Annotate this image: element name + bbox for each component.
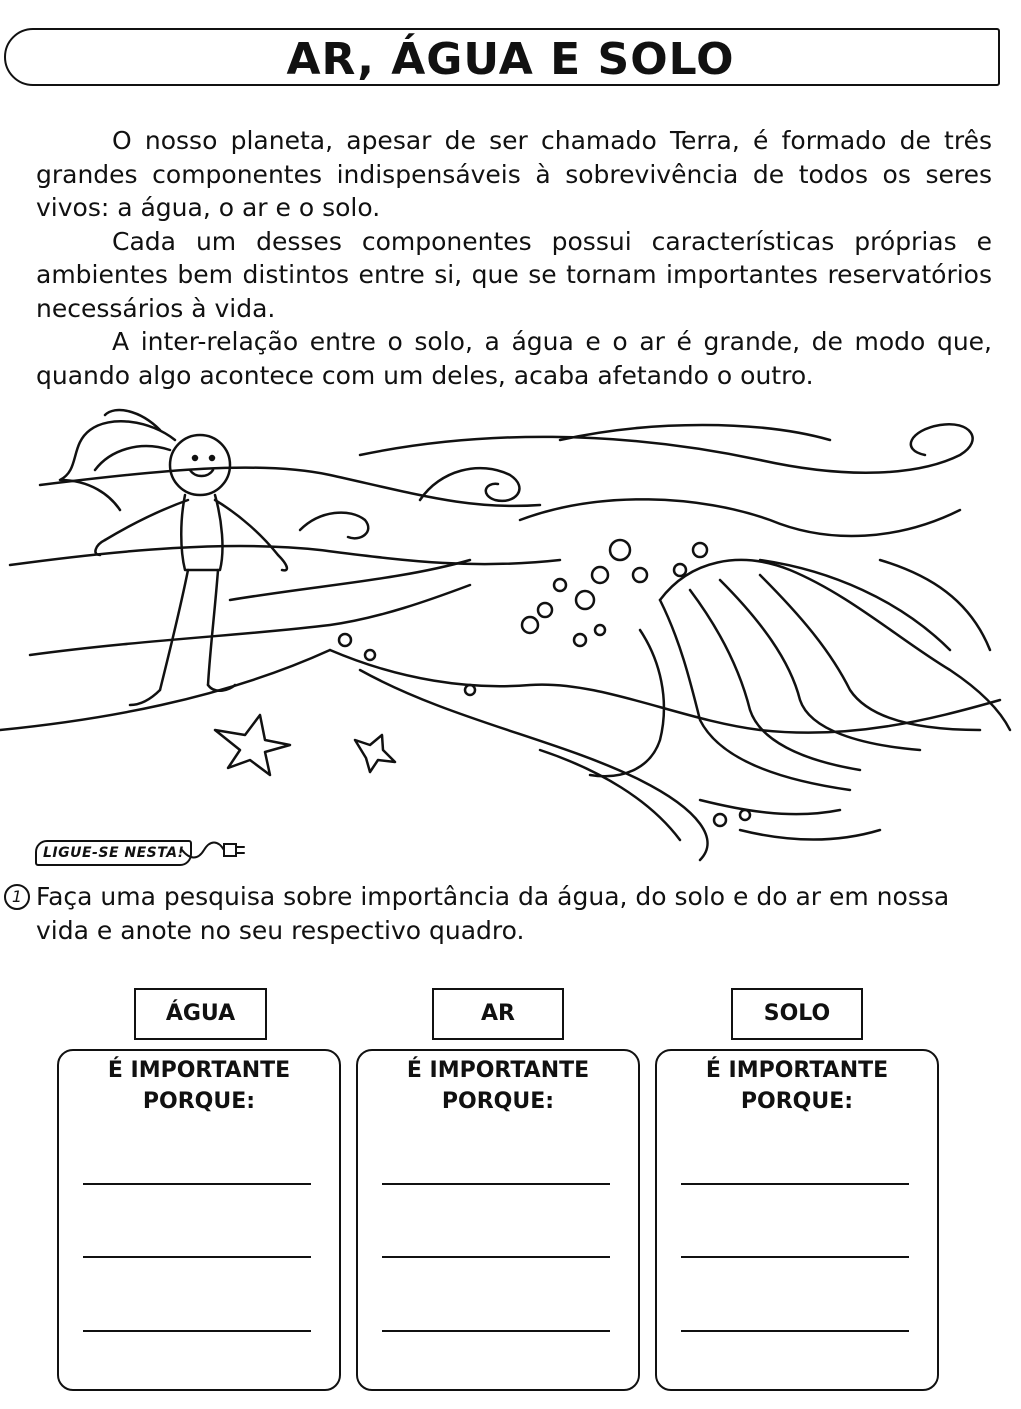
label-box-solo: SOLO	[731, 988, 863, 1040]
card-heading-line2: PORQUE:	[142, 1089, 256, 1114]
ocean-wave	[339, 540, 1010, 839]
answer-line[interactable]	[382, 1183, 610, 1185]
card-heading-line1: É IMPORTANTE	[705, 1058, 889, 1083]
label-box-ar: AR	[432, 988, 564, 1040]
answer-line[interactable]	[681, 1183, 909, 1185]
card-heading-line2: PORQUE:	[740, 1089, 854, 1114]
answer-line[interactable]	[83, 1330, 311, 1332]
starfish	[215, 715, 395, 775]
answer-line[interactable]	[681, 1256, 909, 1258]
beach-wave-illustration	[0, 400, 1021, 870]
paragraph-1: O nosso planeta, apesar de ser chamado Terra, é formado de três grandes componentes indispensáveis à sobrevivência de todos os seres vivos: a água, o ar e o solo.	[36, 126, 992, 222]
card-heading-line2: PORQUE:	[441, 1089, 555, 1114]
wind-swirls	[10, 424, 990, 655]
beach-sand	[0, 650, 1000, 860]
electric-plug-icon	[180, 836, 250, 866]
card-heading	[657, 1055, 937, 1117]
card-heading	[358, 1055, 638, 1117]
girl-figure	[60, 410, 287, 705]
answer-line[interactable]	[382, 1330, 610, 1332]
answer-line[interactable]	[382, 1256, 610, 1258]
question-text: Faça uma pesquisa sobre importância da água, do solo e do ar em nossa vida e anote no seu respectivo quadro.	[36, 882, 950, 945]
paragraph-3: A inter-relação entre o solo, a água e o ar é grande, de modo que, quando algo acontece com um deles, acaba afetando o outro.	[36, 327, 992, 390]
card-heading-line1: É IMPORTANTE	[406, 1058, 590, 1083]
answer-line[interactable]	[83, 1256, 311, 1258]
label-box-agua: ÁGUA	[134, 988, 267, 1040]
paragraph-2: Cada um desses componentes possui características próprias e ambientes bem distintos entre si, que se tornam importantes reservatórios necessários à vida.	[36, 226, 992, 323]
answer-line[interactable]	[681, 1330, 909, 1332]
intro-text	[36, 124, 992, 392]
question-number: 1	[4, 884, 30, 910]
answer-card-agua	[57, 1049, 341, 1391]
page-title: AR, ÁGUA E SOLO	[286, 34, 735, 85]
answer-card-ar	[356, 1049, 640, 1391]
answer-card-solo	[655, 1049, 939, 1391]
card-heading	[59, 1055, 339, 1117]
card-heading-line1: É IMPORTANTE	[107, 1058, 291, 1083]
ligue-se-nesta-badge: LIGUE-SE NESTA!	[35, 840, 192, 866]
answer-line[interactable]	[83, 1183, 311, 1185]
